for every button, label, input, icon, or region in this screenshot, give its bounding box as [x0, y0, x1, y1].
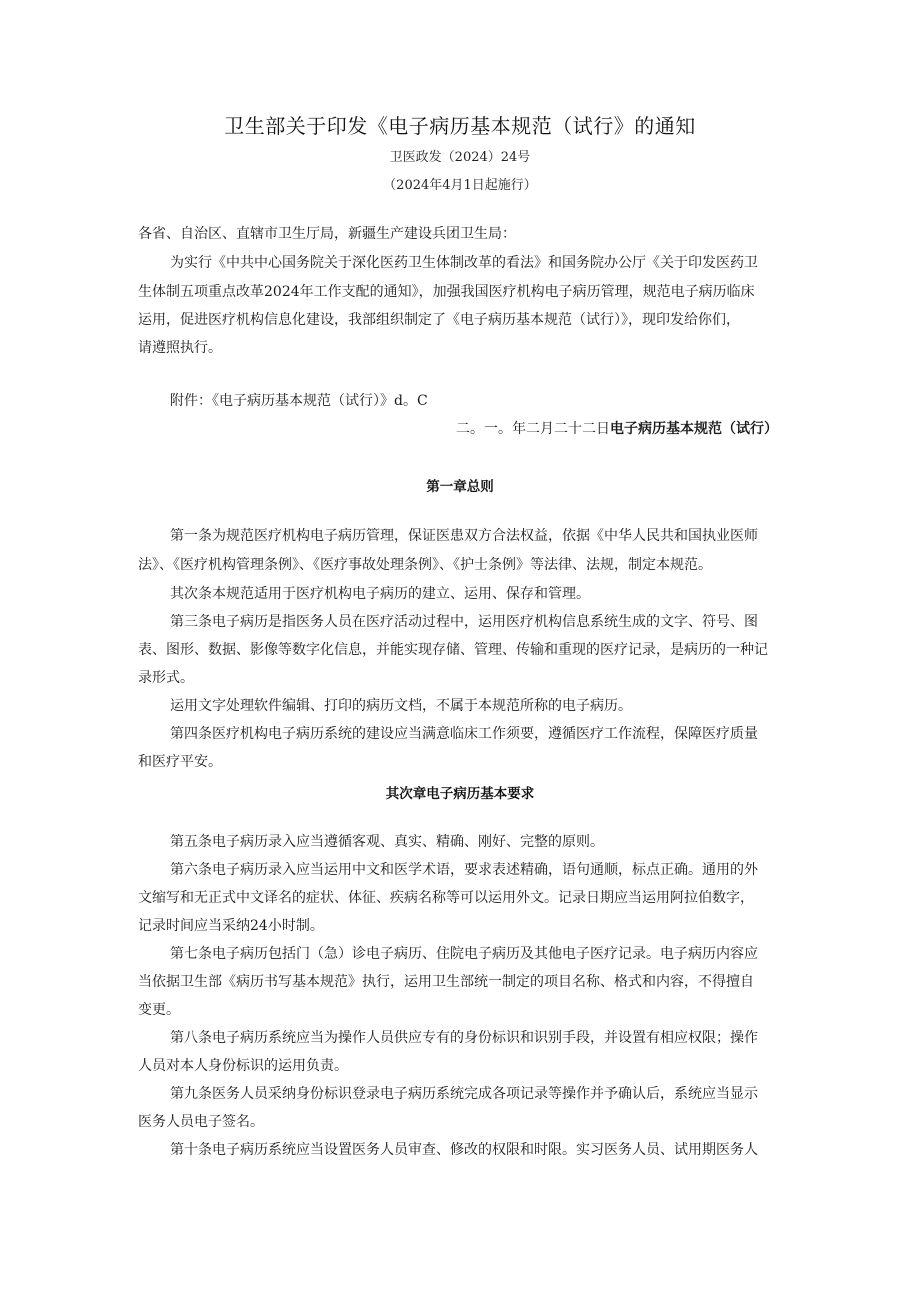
article-line: 第三条电子病历是指医务人员在医疗活动过程中，运用医疗机构信息系统生成的文字、符号、图 — [170, 614, 758, 630]
article-line: 运用文字处理软件编辑、打印的病历文档，不属于本规范所称的电子病历。 — [170, 698, 632, 714]
article-line: 第一条为规范医疗机构电子病历管理，保证医患双方合法权益，依据《中华人民共和国执业医师 — [170, 528, 758, 544]
chapter-heading: 第一章总则 — [426, 479, 494, 495]
effective-date: （2024年4月1日起施行） — [383, 178, 537, 193]
article-line: 第六条电子病历录入应当运用中文和医学术语，要求表述精确，语句通顺，标点正确。通用的外 — [170, 862, 758, 878]
article-line: 当依据卫生部《病历书写基本规范》执行，运用卫生部统一制定的项目名称、格式和内容，不得擅自 — [138, 974, 754, 990]
date-title: 电子病历基本规范（试行） — [610, 421, 778, 437]
intro-line: 运用，促进医疗机构信息化建设，我部组织制定了《电子病历基本规范（试行）》，现印发给你们， — [138, 312, 740, 328]
article-line: 法》、《医疗机构管理条例》、《医疗事故处理条例》、《护士条例》等法律、法规，制定本规范。 — [138, 557, 712, 573]
article-line: 第七条电子病历包括门（急）诊电子病历、住院电子病历及其他电子医疗记录。电子病历内容应 — [170, 946, 758, 962]
article-line: 变更。 — [138, 1002, 180, 1018]
article-line: 第五条电子病历录入应当遵循客观、真实、精确、刚好、完整的原则。 — [170, 834, 604, 850]
article-line: 第四条医疗机构电子病历系统的建设应当满意临床工作须要，遵循医疗工作流程，保障医疗质量 — [170, 726, 758, 742]
date-line — [138, 415, 778, 444]
document-number: 卫医政发（2024）24号 — [389, 150, 531, 165]
article-line: 第八条电子病历系统应当为操作人员供应专有的身份标识和识别手段，并设置有相应权限；操作 — [170, 1030, 758, 1046]
intro-line: 生体制五项重点改革2024年工作支配的通知》，加强我国医疗机构电子病历管理，规范电子病历临床 — [138, 284, 755, 300]
article-line: 录形式。 — [138, 670, 194, 686]
article-line: 文缩写和无正式中文译名的症状、体征、疾病名称等可以运用外文。记录日期应当运用阿拉伯数字， — [138, 890, 754, 906]
article-line: 人员对本人身份标识的运用负责。 — [138, 1058, 348, 1074]
date-prefix: 二。一。年二月二十二日 — [456, 421, 610, 437]
article-line: 表、图形、数据、影像等数字化信息，并能实现存储、管理、传输和重现的医疗记录，是病历的一种记 — [138, 642, 768, 658]
chapter-heading: 其次章电子病历基本要求 — [385, 786, 535, 802]
article-line: 医务人员电子签名。 — [138, 1114, 264, 1130]
article-line: 第九条医务人员采纳身份标识登录电子病历系统完成各项记录等操作并予确认后，系统应当显示 — [170, 1086, 758, 1102]
document-title: 卫生部关于印发《电子病历基本规范（试行》的通知 — [224, 114, 696, 138]
article-line: 记录时间应当采纳24小时制。 — [138, 918, 324, 934]
article-line: 第十条电子病历系统应当设置医务人员审查、修改的权限和时限。实习医务人员、试用期医务人 — [170, 1142, 758, 1158]
article-line: 和医疗平安。 — [138, 754, 222, 770]
attachment-line: 附件：《电子病历基本规范（试行）》d。C — [170, 393, 428, 409]
salutation: 各省、自治区、直辖市卫生厅局，新疆生产建设兵团卫生局： — [138, 226, 516, 242]
article-line: 其次条本规范适用于医疗机构电子病历的建立、运用、保存和管理。 — [170, 586, 590, 602]
intro-line: 为实行《中共中心国务院关于深化医药卫生体制改革的看法》和国务院办公厅《关于印发医药卫 — [170, 255, 758, 271]
intro-line: 请遵照执行。 — [138, 340, 222, 356]
